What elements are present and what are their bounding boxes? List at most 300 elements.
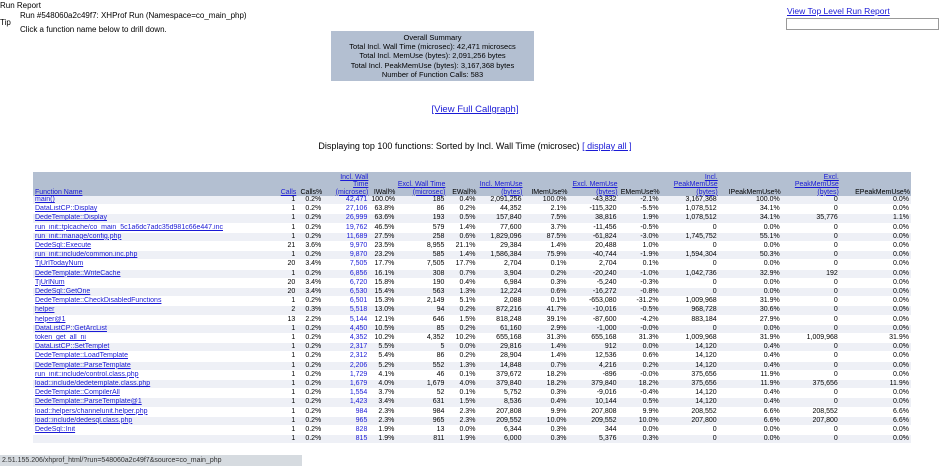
table-cell: 0.2%	[297, 343, 323, 352]
function-name-cell[interactable]	[33, 426, 277, 435]
table-cell: 0.0%	[719, 278, 782, 287]
table-cell: 0	[782, 242, 840, 251]
function-name-cell[interactable]	[33, 232, 277, 241]
table-cell: 94	[396, 306, 446, 315]
table-cell: -0.8%	[619, 288, 661, 297]
table-cell: 1.9%	[369, 435, 396, 444]
function-name-cell[interactable]	[33, 269, 277, 278]
function-name-link[interactable]: DataListCP::GetArcList	[35, 324, 107, 332]
table-cell: 0.0%	[840, 242, 911, 251]
table-cell: 1	[277, 297, 297, 306]
table-cell: 0	[782, 306, 840, 315]
table-cell: 23.2%	[369, 251, 396, 260]
table-cell: 1.3%	[446, 288, 477, 297]
table-cell: 0	[661, 288, 719, 297]
table-cell: 14,120	[661, 352, 719, 361]
table-cell: 50.3%	[719, 251, 782, 260]
table-cell: -115,320	[569, 205, 619, 214]
table-row	[33, 297, 911, 306]
function-name-cell[interactable]	[33, 352, 277, 361]
table-cell: 0.2%	[446, 352, 477, 361]
table-cell: 1	[277, 435, 297, 444]
table-cell: 1.1%	[840, 214, 911, 223]
function-name-link[interactable]: load::include/dedesql.class.php	[35, 416, 133, 424]
table-cell: 4,352	[323, 334, 369, 343]
table-cell: 1.4%	[523, 242, 568, 251]
function-search-input[interactable]	[786, 18, 939, 30]
table-cell: 12,536	[569, 352, 619, 361]
table-cell: 208,552	[661, 407, 719, 416]
table-cell: 190	[396, 278, 446, 287]
table-cell: 0.2%	[297, 352, 323, 361]
table-cell: 38,816	[569, 214, 619, 223]
table-cell: 1	[277, 389, 297, 398]
table-cell: 0.0%	[840, 398, 911, 407]
table-cell: 14,120	[661, 361, 719, 370]
function-name-link[interactable]: DedeTemplate::ParseTemplate	[35, 361, 131, 369]
table-cell: 965	[396, 416, 446, 425]
function-name-link[interactable]: load::helpers/channelunit.helper.php	[35, 407, 148, 415]
table-cell: 0.0%	[840, 251, 911, 260]
table-cell: 100.0%	[719, 196, 782, 205]
table-cell: 1.4%	[446, 223, 477, 232]
table-cell: 1,829,096	[477, 232, 523, 241]
table-cell: 15.8%	[369, 278, 396, 287]
table-cell: 34.1%	[719, 214, 782, 223]
column-header-label[interactable]: Incl. PeakMemUse (bytes)	[673, 174, 718, 196]
table-cell: 1.0%	[619, 242, 661, 251]
table-cell: 375,656	[661, 370, 719, 379]
table-cell: 1	[277, 251, 297, 260]
function-name-cell[interactable]	[33, 278, 277, 287]
table-cell: 55.1%	[719, 232, 782, 241]
table-cell: 0.2%	[446, 205, 477, 214]
table-cell: 0.4%	[446, 278, 477, 287]
table-cell: 207,808	[569, 407, 619, 416]
function-name-link[interactable]: load::include/dedetemplate.class.php	[35, 380, 151, 388]
table-cell: 5.4%	[369, 352, 396, 361]
table-cell: 0.5%	[619, 398, 661, 407]
table-cell: 1	[277, 416, 297, 425]
column-header-9[interactable]	[569, 172, 619, 196]
table-cell: 0.3%	[523, 426, 568, 435]
table-cell: 0	[661, 260, 719, 269]
table-cell: 31.9%	[719, 334, 782, 343]
column-header-label[interactable]: Excl. Wall Time (microsec)	[397, 181, 446, 196]
table-cell: 0	[661, 426, 719, 435]
function-name-cell[interactable]	[33, 407, 277, 416]
table-cell: 0	[782, 297, 840, 306]
function-name-cell[interactable]	[33, 389, 277, 398]
table-cell: 18.2%	[523, 380, 568, 389]
table-row	[33, 416, 911, 425]
table-cell: 0.2%	[297, 214, 323, 223]
function-name-cell[interactable]	[33, 214, 277, 223]
column-header-label: EPeakMemUse%	[855, 188, 910, 196]
table-cell: 0	[782, 324, 840, 333]
table-cell: 0.7%	[523, 361, 568, 370]
column-header-label[interactable]: Calls	[280, 188, 297, 196]
table-row	[33, 223, 911, 232]
table-cell: 0.1%	[446, 370, 477, 379]
table-cell: 3.4%	[297, 260, 323, 269]
column-header-13[interactable]	[782, 172, 840, 196]
displaying-text: Displaying top 100 functions: Sorted by Incl. Wall Time (microsec)	[318, 141, 580, 151]
table-cell: 2,088	[477, 297, 523, 306]
table-cell: 308	[396, 269, 446, 278]
table-cell: 0.2%	[297, 435, 323, 444]
function-name-cell[interactable]	[33, 398, 277, 407]
column-header-label[interactable]: Incl. MemUse (bytes)	[479, 181, 523, 196]
table-cell: 207,800	[782, 416, 840, 425]
column-header-1[interactable]	[277, 172, 297, 196]
table-cell: 0	[782, 251, 840, 260]
table-cell: 2,206	[323, 361, 369, 370]
table-cell: 0.0%	[719, 242, 782, 251]
column-header-label: IMemUse%	[531, 188, 568, 196]
function-name-link[interactable]: DedeTemplate::ParseTemplate@1	[35, 398, 142, 406]
column-header-11[interactable]	[661, 172, 719, 196]
table-cell: 0.0%	[840, 232, 911, 241]
table-cell: 1.4%	[523, 343, 568, 352]
function-name-link[interactable]: DataListCP::SetTemplet	[35, 343, 110, 351]
table-cell: 2,704	[569, 260, 619, 269]
table-cell: 6,000	[477, 435, 523, 444]
function-name-cell[interactable]	[33, 315, 277, 324]
table-cell: 0.0%	[840, 315, 911, 324]
table-cell: 14,848	[477, 361, 523, 370]
column-header-7[interactable]	[477, 172, 523, 196]
table-cell: 15.4%	[369, 288, 396, 297]
table-row	[33, 288, 911, 297]
table-cell: 375,656	[661, 380, 719, 389]
table-cell: 1.9%	[369, 426, 396, 435]
column-header-label[interactable]: Incl. Wall Time (microsec)	[335, 174, 369, 196]
table-cell: 0.0%	[719, 324, 782, 333]
table-cell: 0	[661, 278, 719, 287]
table-row	[33, 426, 911, 435]
table-cell: 1	[277, 370, 297, 379]
table-cell: -40,744	[569, 251, 619, 260]
table-cell: 0.2%	[297, 232, 323, 241]
table-cell: 23.5%	[369, 242, 396, 251]
function-name-cell[interactable]	[33, 251, 277, 260]
table-cell: 63.6%	[369, 214, 396, 223]
table-cell: 0.0%	[840, 288, 911, 297]
table-cell: 157,840	[477, 214, 523, 223]
table-cell: 6,530	[323, 288, 369, 297]
table-cell: 10.0%	[523, 416, 568, 425]
table-cell: 1,745,752	[661, 232, 719, 241]
column-header-8	[523, 172, 568, 196]
table-cell: 0.0%	[840, 370, 911, 379]
table-cell: 5.2%	[369, 361, 396, 370]
table-cell: -43,832	[569, 196, 619, 205]
table-cell: 1	[277, 223, 297, 232]
table-cell: 0.4%	[446, 196, 477, 205]
function-name-link[interactable]: run_init::manage/config.php	[35, 232, 122, 240]
table-cell: 828	[323, 426, 369, 435]
table-cell: -0.4%	[619, 389, 661, 398]
view-full-callgraph-link[interactable]: [View Full Callgraph]	[431, 104, 519, 115]
summary-peakmemuse: Total Incl. PeakMemUse (bytes): 3,167,368 bytes	[350, 60, 515, 70]
function-name-link[interactable]: DedeSql::Execute	[35, 242, 92, 250]
table-cell: 6,344	[477, 426, 523, 435]
table-cell: 1	[277, 205, 297, 214]
function-name-link[interactable]: DedeTemplate::WriteCache	[35, 269, 121, 277]
tip-text: Click a function name below to drill down.	[20, 25, 167, 34]
table-cell: 46	[396, 370, 446, 379]
column-header-10	[619, 172, 661, 196]
table-row	[33, 352, 911, 361]
table-cell: 28,904	[477, 352, 523, 361]
table-cell: 10.2%	[446, 334, 477, 343]
column-header-label[interactable]: Excl. PeakMemUse (bytes)	[794, 174, 839, 196]
table-cell: 0	[782, 389, 840, 398]
column-header-0[interactable]	[33, 172, 277, 196]
table-cell: 0.2%	[297, 324, 323, 333]
table-cell: 21	[277, 242, 297, 251]
table-cell: 0.0%	[840, 324, 911, 333]
function-name-cell[interactable]	[33, 297, 277, 306]
table-cell: -4.2%	[619, 315, 661, 324]
callgraph-container	[0, 104, 950, 115]
function-name-link[interactable]: helper@1	[35, 315, 66, 323]
table-cell: 0	[661, 223, 719, 232]
table-cell: 0.0%	[619, 343, 661, 352]
table-cell: 1	[277, 398, 297, 407]
table-cell: 0.0%	[840, 223, 911, 232]
function-name-link[interactable]: run_init::include/control.class.php	[35, 370, 139, 378]
table-cell: 9,870	[323, 251, 369, 260]
table-cell: 0.2%	[297, 196, 323, 205]
display-all-link[interactable]: [ display all ]	[582, 141, 632, 151]
table-cell: 11.9%	[719, 380, 782, 389]
function-name-cell[interactable]	[33, 361, 277, 370]
table-cell: 2.1%	[523, 205, 568, 214]
table-cell: 0	[782, 343, 840, 352]
table-cell: 0.0%	[840, 343, 911, 352]
table-cell: 52	[396, 389, 446, 398]
table-cell: 0.2%	[297, 416, 323, 425]
table-cell: 965	[323, 416, 369, 425]
table-cell: 0.2%	[297, 407, 323, 416]
table-cell: 1,679	[323, 380, 369, 389]
table-cell: 0.0%	[840, 352, 911, 361]
table-cell: 4,352	[396, 334, 446, 343]
table-cell: 207,808	[477, 407, 523, 416]
table-cell: 5,144	[323, 315, 369, 324]
function-name-link[interactable]: DedeTemplate::LoadTemplate	[35, 352, 129, 360]
table-cell: 655,168	[569, 334, 619, 343]
table-cell: 27.5%	[369, 232, 396, 241]
column-header-label: Calls%	[300, 188, 323, 196]
summary-wall-time: Total Incl. Wall Time (microsec): 42,471 microsecs	[349, 42, 516, 52]
summary-title: Overall Summary	[403, 33, 462, 42]
table-cell: 968,728	[661, 306, 719, 315]
function-name-link[interactable]: main()	[35, 196, 55, 203]
table-cell: 208,552	[782, 407, 840, 416]
table-cell: 1.5%	[446, 398, 477, 407]
table-cell: 0	[782, 260, 840, 269]
function-name-cell[interactable]	[33, 334, 277, 343]
table-cell: 0.0%	[719, 288, 782, 297]
function-name-link[interactable]: DedeSql::Init	[35, 426, 76, 434]
table-cell: 0.2%	[297, 389, 323, 398]
table-cell: 8,955	[396, 242, 446, 251]
table-cell: 5.5%	[369, 343, 396, 352]
table-cell: 14,120	[661, 398, 719, 407]
table-cell: 209,552	[569, 416, 619, 425]
table-cell: 19,762	[323, 223, 369, 232]
table-cell: 563	[396, 288, 446, 297]
table-cell: 1,009,968	[661, 297, 719, 306]
table-cell: 1,009,968	[782, 334, 840, 343]
table-cell: 579	[396, 223, 446, 232]
column-header-label[interactable]: Function Name	[35, 188, 83, 196]
function-name-cell[interactable]	[33, 260, 277, 269]
table-cell: 1	[277, 334, 297, 343]
table-row	[33, 343, 911, 352]
view-top-level-report-link[interactable]: View Top Level Run Report	[787, 6, 890, 16]
function-name-cell[interactable]	[33, 288, 277, 297]
table-row	[33, 315, 911, 324]
run-info: Run #548060a2c49f7: XHProf Run (Namespace=co_main_php)	[20, 11, 247, 20]
function-name-link[interactable]: TjUrlTodayNum	[35, 260, 84, 268]
table-cell: 86	[396, 205, 446, 214]
table-cell: 3.6%	[297, 242, 323, 251]
function-name-cell[interactable]	[33, 370, 277, 379]
table-cell: 2,704	[477, 260, 523, 269]
function-name-link[interactable]: helper	[35, 306, 55, 314]
function-name-link[interactable]: token_get_all_ni	[35, 334, 86, 342]
table-cell: 0.0%	[719, 260, 782, 269]
table-cell: 11.9%	[840, 380, 911, 389]
table-cell: 2.9%	[523, 324, 568, 333]
table-cell: 1	[277, 426, 297, 435]
table-cell: 5	[396, 343, 446, 352]
table-cell: -0.5%	[619, 223, 661, 232]
table-cell: 0.3%	[297, 306, 323, 315]
table-cell: 0.2%	[297, 380, 323, 389]
function-name-link[interactable]: run_init::tplcache/co_main_5c1a6dc7adc35d981c66e447.inc	[35, 223, 223, 231]
column-header-6	[446, 172, 477, 196]
function-name-cell[interactable]	[33, 324, 277, 333]
table-cell: 15.3%	[369, 297, 396, 306]
table-cell: 9.9%	[523, 407, 568, 416]
function-table	[33, 172, 911, 444]
table-cell: 6,501	[323, 297, 369, 306]
table-cell: 0.1%	[523, 260, 568, 269]
column-header-5[interactable]	[396, 172, 446, 196]
function-name-link[interactable]: TjUrlNum	[35, 278, 65, 286]
table-cell: 0.0%	[840, 361, 911, 370]
function-name-cell[interactable]	[33, 196, 277, 205]
function-name-cell[interactable]	[33, 223, 277, 232]
table-cell: 9,970	[323, 242, 369, 251]
table-row	[33, 380, 911, 389]
table-cell: -2.1%	[619, 196, 661, 205]
table-cell: 1.4%	[446, 251, 477, 260]
table-cell: 1	[277, 269, 297, 278]
table-cell: 7,505	[396, 260, 446, 269]
function-name-cell[interactable]	[33, 205, 277, 214]
function-name-cell[interactable]	[33, 380, 277, 389]
table-cell: 375,656	[782, 380, 840, 389]
function-name-cell[interactable]	[33, 343, 277, 352]
table-cell: 0.2%	[523, 269, 568, 278]
table-cell: -20,240	[569, 269, 619, 278]
function-name-link[interactable]: DedeTemplate::CheckDisabledFunctions	[35, 297, 162, 305]
function-name-link[interactable]: DedeTemplate::Display	[35, 214, 107, 222]
table-cell: 0.4%	[719, 389, 782, 398]
table-cell: 0	[661, 242, 719, 251]
table-cell: 258	[396, 232, 446, 241]
column-header-12	[719, 172, 782, 196]
table-cell: 2,317	[323, 343, 369, 352]
table-cell: 42,471	[323, 196, 369, 205]
displaying-line	[0, 141, 950, 151]
table-cell: 35,776	[782, 214, 840, 223]
table-cell: 4.0%	[446, 380, 477, 389]
table-cell: -9,016	[569, 389, 619, 398]
table-cell: 0	[782, 361, 840, 370]
table-cell: -1,000	[569, 324, 619, 333]
table-row	[33, 334, 911, 343]
table-row	[33, 407, 911, 416]
table-cell: 379,672	[477, 370, 523, 379]
table-cell: 646	[396, 315, 446, 324]
function-name-cell[interactable]	[33, 306, 277, 315]
function-name-link[interactable]: run_init::include/common.inc.php	[35, 251, 138, 259]
table-cell: 815	[323, 435, 369, 444]
table-cell: 39.1%	[523, 315, 568, 324]
table-cell: 1.9%	[619, 214, 661, 223]
table-cell: 6.6%	[840, 416, 911, 425]
function-name-link[interactable]: DataListCP::Display	[35, 205, 98, 213]
overall-summary	[331, 31, 534, 81]
function-name-cell[interactable]	[33, 242, 277, 251]
table-cell: 27,106	[323, 205, 369, 214]
table-cell: 12,224	[477, 288, 523, 297]
column-header-3[interactable]	[323, 172, 369, 196]
table-cell: 0.0%	[719, 223, 782, 232]
function-name-cell[interactable]	[33, 416, 277, 425]
table-cell: 44,352	[477, 205, 523, 214]
table-cell: 0.2%	[297, 223, 323, 232]
table-cell: 0	[661, 435, 719, 444]
table-row	[33, 196, 911, 205]
function-name-link[interactable]: DedeSql::GetOne	[35, 288, 91, 296]
table-cell: 883,184	[661, 315, 719, 324]
table-cell: 6.6%	[719, 407, 782, 416]
table-cell: 0.2%	[619, 361, 661, 370]
table-cell: 0.2%	[297, 251, 323, 260]
table-cell: 3.7%	[523, 223, 568, 232]
table-cell: 1	[277, 407, 297, 416]
function-name-cell[interactable]	[33, 435, 277, 444]
table-cell: 0.1%	[619, 260, 661, 269]
table-cell: 2,091,256	[477, 196, 523, 205]
function-name-link[interactable]: DedeTemplate::CompilerAll	[35, 389, 120, 397]
column-header-label[interactable]: Excl. MemUse (bytes)	[572, 181, 618, 196]
table-cell: -0.0%	[619, 324, 661, 333]
column-header-2	[297, 172, 323, 196]
table-cell: 185	[396, 196, 446, 205]
table-cell: 0.0%	[840, 389, 911, 398]
table-cell: 14,120	[661, 389, 719, 398]
table-cell: 811	[396, 435, 446, 444]
